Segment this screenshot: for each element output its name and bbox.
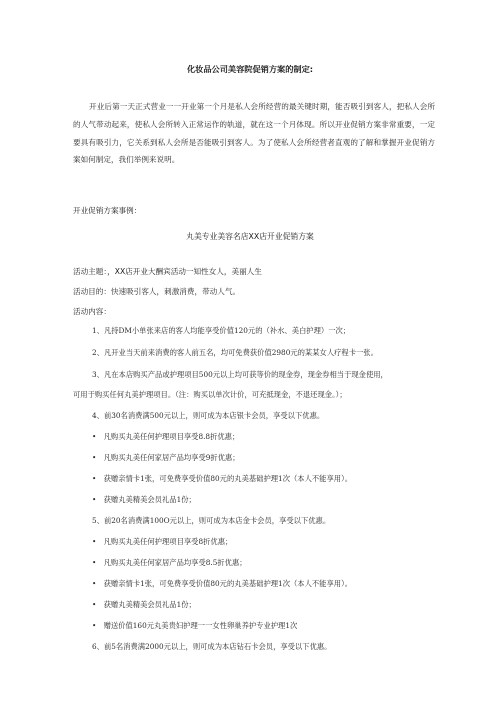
silver-benefit-3: • 获赠亲情卡1张，可免费享受价值80元的丸美基础护理1次（本人不能享用）。 [92, 474, 353, 483]
plan-title: 丸美专业美容名店XX店开业促销方案 [186, 232, 314, 241]
activity-purpose [73, 286, 240, 297]
example-heading: 开业促销方案事例： [73, 206, 142, 215]
silver-benefit-4: • 获赠丸美精美会员礼品1份； [92, 495, 196, 504]
content-item-1: 1、凡持DM小单张来店的客人均能享受价值120元的（补水、美白护理）一次； [92, 326, 351, 335]
purpose-label: 活动目的： [73, 287, 111, 296]
content-item-2: 2、凡开业当天前来消费的客人前五名，均可免费获价值2980元的某某女人疗程卡一张。 [92, 348, 378, 357]
gold-benefit-2: • 凡购买丸美任何家居产品均享受8.5折优惠； [92, 558, 247, 567]
intro-paragraph: 开业后第一天正式营业一一开业第一个月是私人会所经营的最关键时期，能否吸引到客人，把私人会所的人气带动起来，使私人会所转入正常运作的轨道，就在这一个月体现。所以开业促销方案非常重要，一定要具有吸引力，它关系到私人会所是否能吸引到客人。为了使私人会所经营者直观的了解和掌握开业促销方案如何制定，我们举例来说明。 [73, 102, 435, 165]
silver-benefit-1: • 凡购买丸美任何护理项目享受8.8折优惠； [92, 432, 240, 441]
silver-benefit-2: • 凡购买丸美任何家居产品均享受9折优惠； [92, 453, 240, 462]
content-item-5: 5、前20名消费满100O元以上，则可成为本店金卡会员，享受以下优惠。 [92, 516, 331, 525]
content-item-3: 3、凡在本店购买产品或护理项目500元以上均可获等价的现金券，现金券相当于现金使用， [92, 370, 388, 379]
purpose-text: 快速吸引客人，刺激消费，带动人气。 [110, 287, 241, 296]
activity-theme: 活动主题：，XX店开业大酬宾活动一知性女人，美丽人生 [73, 267, 262, 276]
gold-benefit-4: • 获赠丸美精美会员礼品1份； [92, 600, 196, 609]
gold-benefit-3: • 获赠亲情卡1张，可免费享受价值80元的丸美基础护理1次（本人不能享用）。 [92, 579, 353, 588]
content-label: 活动内容： [73, 307, 111, 316]
gold-benefit-1: • 凡购买丸美任何护理项目享受8折优惠； [92, 537, 233, 546]
document-title: 化妆品公司美容院促销方案的制定: [186, 64, 314, 74]
content-item-4: 4、前30名消费满500元以上，则可成为本店银卡会员，享受以下优惠。 [92, 411, 325, 420]
content-item-3-cont: 可用于购买任何丸美护理项目。（注：购买以单次计价，可充抵现金，不退还现金。）； [73, 390, 347, 399]
gold-benefit-5: • 赠送价值160元丸美贵妇护理一一女性卵巢养护专业护理1次 [92, 621, 298, 630]
content-item-6: 6、前5名消费满2000元以上，则可成为本店钻石卡会员，享受以下优惠。 [92, 642, 332, 651]
